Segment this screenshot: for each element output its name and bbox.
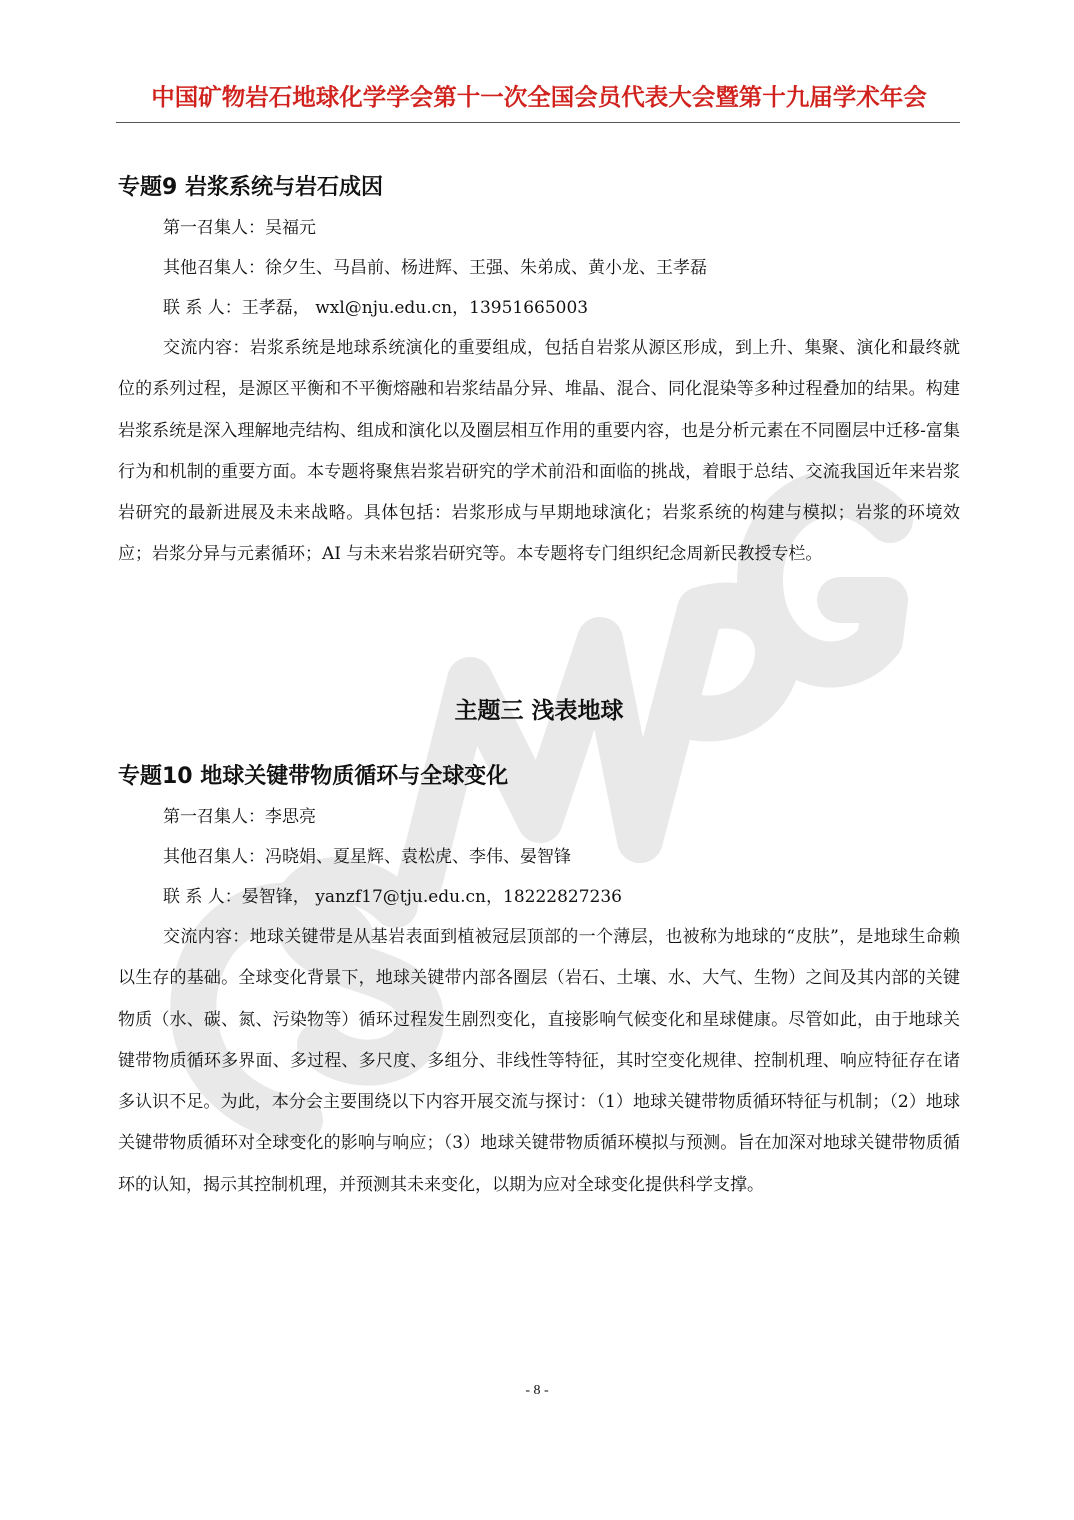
topic-10-first-convener: 第一召集人：李思亮 xyxy=(163,807,316,827)
theme-3-title: 主题三 浅表地球 xyxy=(454,698,624,724)
header-divider xyxy=(116,122,960,123)
theme-3-section xyxy=(118,691,960,731)
conference-header-title: 中国矿物岩石地球化学学会第十一次全国会员代表大会暨第十九届学术年会 xyxy=(151,83,927,111)
topic-10-content: 交流内容：地球关键带是从基岩表面到植被冠层顶部的一个薄层，也被称为地球的“皮肤”，是地球生命赖以生存的基础。全球变化背景下，地球关键带内部各圈层（岩石、土壤、水、大气、生物）之间及其内部的关键物质（水、碳、氮、污染物等）循环过程发生剧烈变化，直接影响气候变化和星球健康。尽管如此，由于地球关键带物质循环多界面、多过程、多尺度、多组分、非线性等特征，其时空变化规律、控制机理、响应特征存在诸多认识不足。为此，本分会主要围绕以下内容开展交流与探讨：（1）地球关键带物质循环特征与机制；（2）地球关键带物质循环对全球变化的影响与响应；（3）地球关键带物质循环模拟与预测。旨在加深对地球关键带物质循环的认知，揭示其控制机理，并预测其未来变化，以期为应对全球变化提供科学支撑。 xyxy=(118,927,960,1195)
topic-9-content: 交流内容：岩浆系统是地球系统演化的重要组成，包括自岩浆从源区形成，到上升、集聚、演化和最终就位的系列过程，是源区平衡和不平衡熔融和岩浆结晶分异、堆晶、混合、同化混染等多种过程叠加的结果。构建岩浆系统是深入理解地壳结构、组成和演化以及圈层相互作用的重要内容，也是分析元素在不同圈层中迁移-富集行为和机制的重要方面。本专题将聚焦岩浆岩研究的学术前沿和面临的挑战，着眼于总结、交流我国近年来岩浆岩研究的最新进展及未来战略。具体包括：岩浆形成与早期地球演化；岩浆系统的构建与模拟；岩浆的环境效应；岩浆分异与元素循环；AI 与未来岩浆岩研究等。本专题将专门组织纪念周新民教授专栏。 xyxy=(118,338,960,565)
topic-9-contact: 联 系 人：王孝磊， wxl@nju.edu.cn，13951665003 xyxy=(163,298,589,318)
topic-10-title: 专题10 地球关键带物质循环与全球变化 xyxy=(118,764,509,789)
topic-9-section xyxy=(118,168,960,576)
topic-9-first-convener: 第一召集人：吴福元 xyxy=(163,218,316,238)
topic-10-other-conveners: 其他召集人：冯晓娟、夏星辉、袁松虎、李伟、晏智锋 xyxy=(163,847,571,867)
topic-9-title: 专题9 岩浆系统与岩石成因 xyxy=(118,175,383,200)
topic-10-section xyxy=(118,757,960,1206)
page-number: - 8 - xyxy=(525,1383,549,1398)
topic-9-other-conveners: 其他召集人：徐夕生、马昌前、杨进辉、王强、朱弟成、黄小龙、王孝磊 xyxy=(163,258,707,278)
topic-10-contact: 联 系 人：晏智锋， yanzf17@tju.edu.cn，18222827236 xyxy=(163,887,622,907)
